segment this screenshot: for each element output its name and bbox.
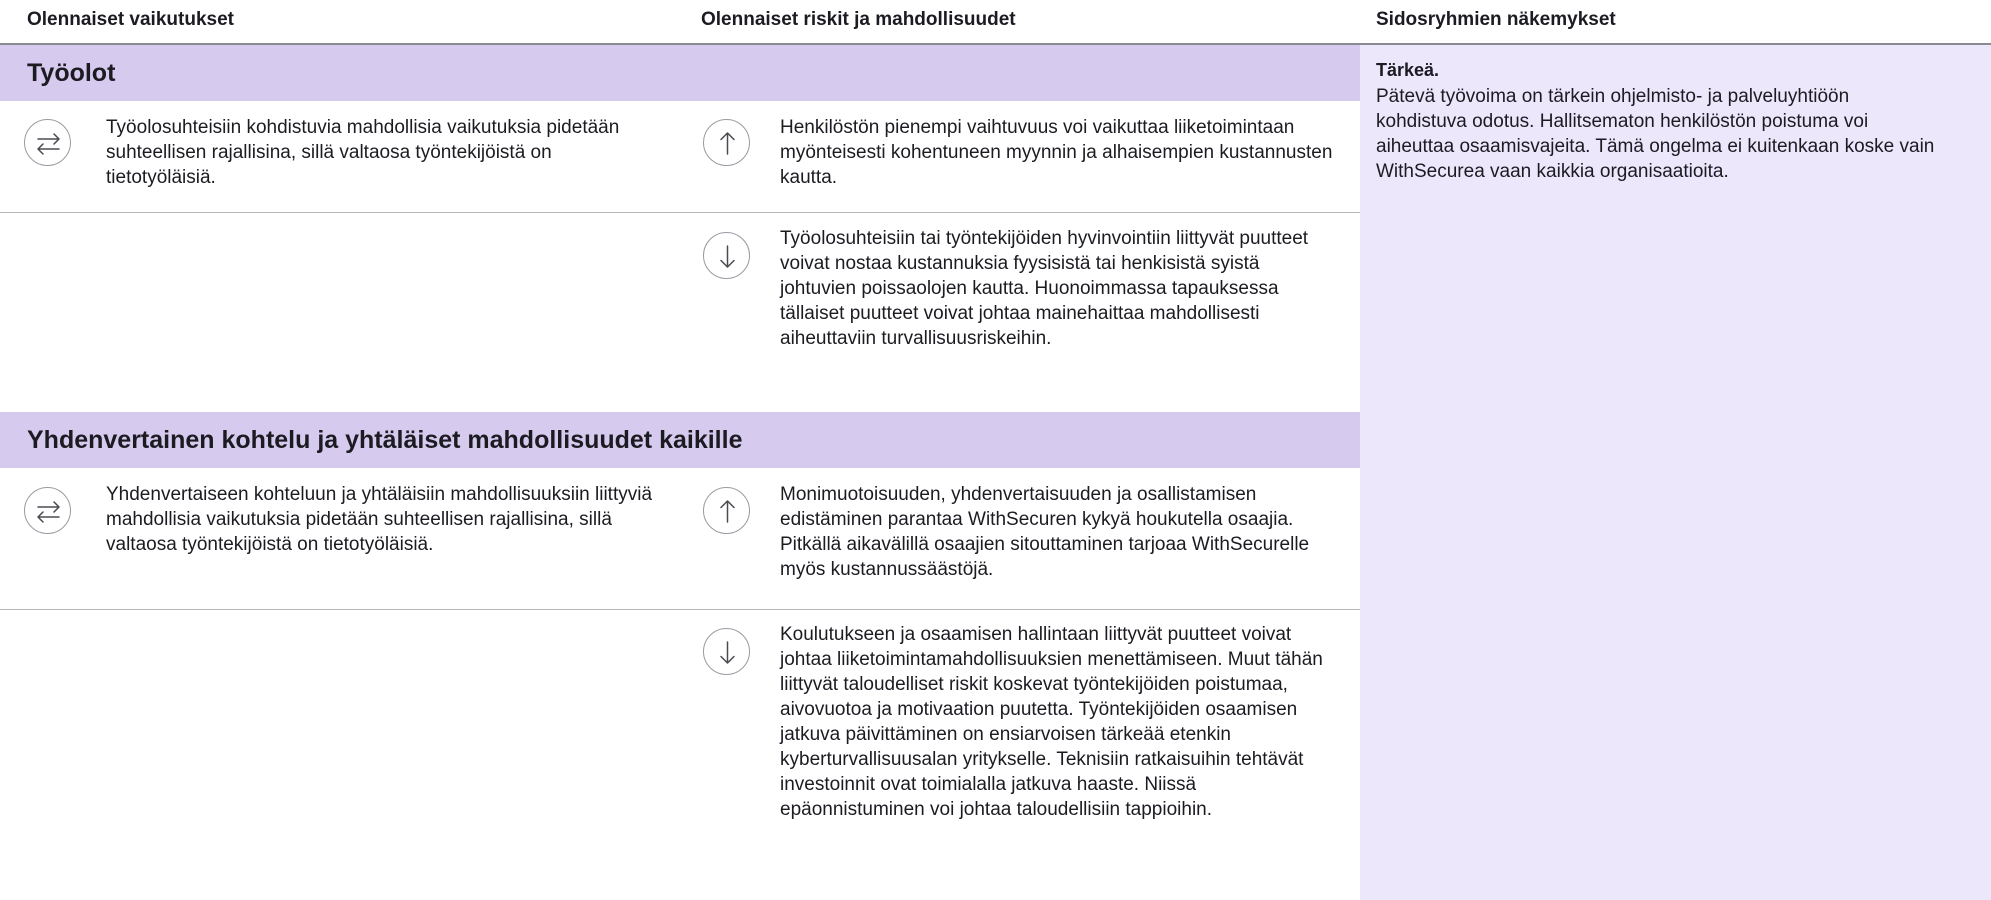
arrow-up-icon [703,487,750,534]
row-divider [0,609,1360,610]
header-impacts: Olennaiset vaikutukset [27,9,234,30]
arrow-down-icon [703,628,750,675]
risk-text: Työolosuhteisiin tai työntekijöiden hyvinvointiin liittyvät puutteet voivat nostaa kustannuksia fyysisistä tai henkisistä syistä johtuvien poissaolojen kautta. Huonoimmassa tapauksessa tällaiset puutteet voivat johtaa mainehaittaa mahdollisesti aiheuttaviin turvallisuusriskeihin. [780,228,1309,349]
two-way-arrows-icon [24,487,71,534]
impact-text: Yhdenvertaiseen kohteluun ja yhtäläisiin mahdollisuuksiin liittyviä mahdollisia vaikutuksia pidetään suhteellisen rajallisina, sillä valtaosa työntekijöistä on tietotyöläisiä. [106,484,653,555]
risk-text: Koulutukseen ja osaamisen hallintaan liittyvät puutteet voivat johtaa liiketoimintamahdollisuuksien menettämiseen. Muut tähän liittyvät taloudelliset riskit koskevat työntekijöiden poistumaa, aivovuotoa ja motivaation puutetta. Työntekijöiden osaamisen jatkuva päivittäminen on ensiarvoisen tärkeää etenkin kyberturvallisuusalan yritykselle. Teknisiin ratkaisuihin tehtävät investoinnit ovat toimialalla jatkuva haaste. Niissä epäonnistuminen voi johtaa taloudellisiin tappioihin. [780,624,1323,820]
section-band-tyoolot [0,45,1360,101]
section-band-equality [0,412,1360,468]
impact-text: Työolosuhteisiin kohdistuvia mahdollisia vaikutuksia pidetään suhteellisen rajallisina, sillä valtaosa työntekijöistä on tietotyöläisiä. [106,117,620,188]
stakeholder-text: Pätevä työvoima on tärkein ohjelmisto- ja palveluyhtiöön kohdistuva odotus. Hallitsematon henkilöstön poistuma voi aiheuttaa osaamisvajeita. Tämä ongelma ei kuitenkaan koske vain WithSecurea vaan kaikkia organisaatioita. [1376,86,1935,182]
row-divider [0,212,1360,213]
opportunity-text: Henkilöstön pienempi vaihtuvuus voi vaikuttaa liiketoimintaan myönteisesti kohentuneen myynnin ja alhaisempien kustannusten kautta. [780,117,1333,188]
stakeholder-importance: Tärkeä. [1376,60,1440,80]
arrow-down-icon [703,232,750,279]
two-way-arrows-icon [24,119,71,166]
table-header [0,0,1991,45]
header-risks-opportunities: Olennaiset riskit ja mahdollisuudet [701,9,1016,30]
section-title: Yhdenvertainen kohtelu ja yhtäläiset mahdollisuudet kaikille [27,426,743,454]
header-stakeholder-views: Sidosryhmien näkemykset [1376,9,1616,30]
opportunity-text: Monimuotoisuuden, yhdenvertaisuuden ja osallistamisen edistäminen parantaa WithSecuren kykyä houkutella osaajia. Pitkällä aikavälillä osaajien sitouttaminen tarjoaa WithSecurelle myös kustannussäästöjä. [780,484,1310,580]
section-title: Työolot [27,59,116,87]
arrow-up-icon [703,119,750,166]
